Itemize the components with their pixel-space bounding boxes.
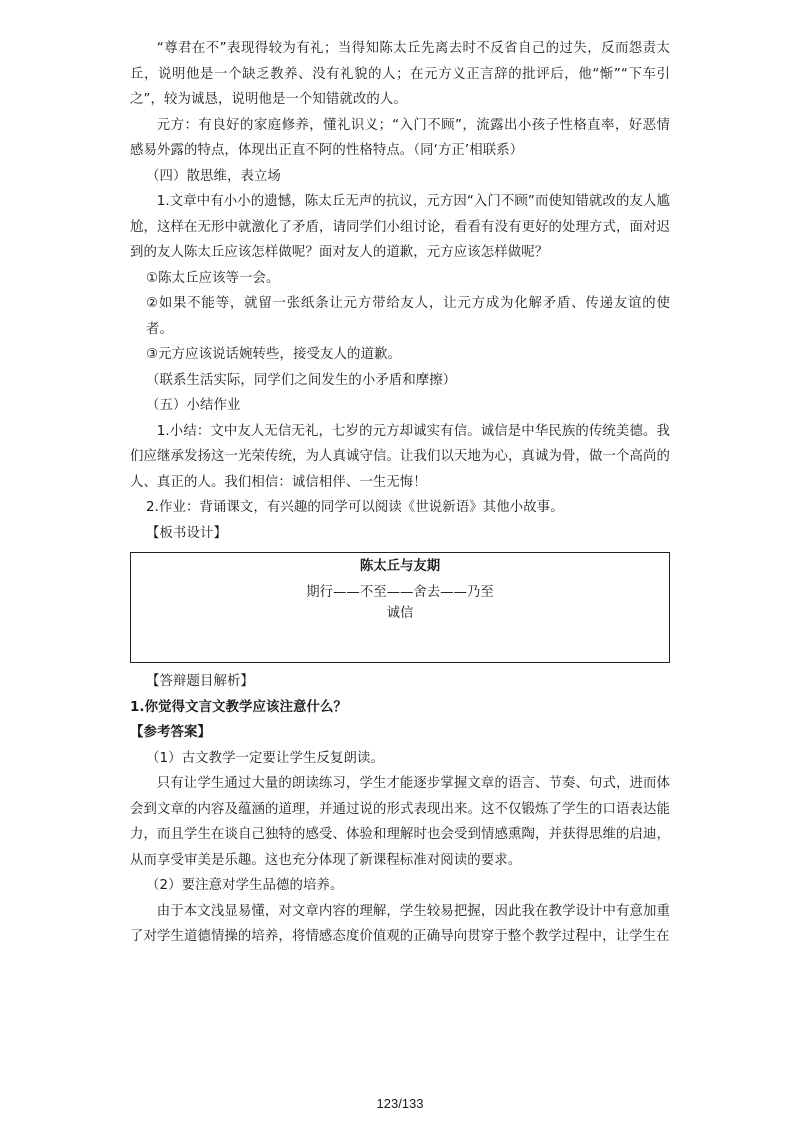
board-design-label: 【板书设计】 xyxy=(146,525,227,541)
answer-paragraph-1: 只有让学生通过大量的朗读练习，学生才能逐步掌握文章的语言、节奏、句式，进而体会到文章的内容及蕴涵的道理，并通过说的形式表现出来。这不仅锻炼了学生的口语表达能力，而且学生在谈自己独特的感受、体验和理解时也会受到情感熏陶，并获得思维的启迪，从而享受审美是乐趣。这也充分体现了新课程标准对阅读的要求。 xyxy=(130,776,670,868)
section-4-note: （联系生活实际，同学们之间发生的小矛盾和摩擦） xyxy=(146,372,457,388)
board-line-1: 期行——不至——舍去——乃至 xyxy=(306,585,494,600)
section-4-item-2: ②如果不能等，就留一张纸条让元方带给友人，让元方成为化解矛盾、传递友谊的使者。 xyxy=(146,296,670,337)
paragraph-yuanfang-analysis: 元方：有良好的家庭修养，懂礼识义；“入门不顾”，流露出小孩子性格直率，好恶情感易外露的特点，体现出正直不阿的性格特点。（同‘方正’相联系） xyxy=(130,117,670,158)
answer-paragraph-2: 由于本文浅显易懂，对文章内容的理解，学生较易把握，因此我在教学设计中有意加重了对学生道德情操的培养，将情感态度价值观的正确导向贯穿于整个教学过程中，让学生在 xyxy=(130,903,670,944)
answer-point-2: （2）要注意对学生品德的培养。 xyxy=(146,878,344,893)
board-title: 陈太丘与友期 xyxy=(359,559,441,574)
section-4-question: 1.文章中有小小的遗憾，陈太丘无声的抗议，元方因“入门不顾”而使知错就改的友人尴尬，这样在无形中就激化了矛盾，请同学们小组讨论，看看有没有更好的处理方式，面对迟到的友人陈太丘应该怎样做呢？面对友人的道歉，元方应该怎样做呢？ xyxy=(130,194,670,260)
section-5-homework: 2.作业：背诵课文，有兴趣的同学可以阅读《世说新语》其他小故事。 xyxy=(146,500,564,515)
board-line-2: 诚信 xyxy=(386,606,414,621)
section-4-item-3: ③元方应该说话婉转些，接受友人的道歉。 xyxy=(146,347,401,362)
section-4-heading: （四）散思维，表立场 xyxy=(146,168,281,184)
answer-point-1: （1）古文教学一定要让学生反复朗读。 xyxy=(146,750,384,766)
qa-label: 【答辩题目解析】 xyxy=(146,674,254,689)
section-5-summary: 1.小结：文中友人无信无礼，七岁的元方却诚实有信。诚信是中华民族的传统美德。我们应继承发扬这一光荣传统，为人真诚守信。让我们以天地为心，真诚为骨，做一个高尚的人、真正的人。我们相信：诚信相伴、一生无悔！ xyxy=(130,423,670,490)
board-design-box xyxy=(130,552,670,663)
answer-label: 【参考答案】 xyxy=(130,725,211,740)
section-5-heading: （五）小结作业 xyxy=(146,398,241,413)
page-number: 123/133 xyxy=(376,1096,424,1111)
paragraph-friend-analysis: “尊君在不”表现得较为有礼；当得知陈太丘先离去时不反省自己的过失，反而怨责太丘，说明他是一个缺乏教养、没有礼貌的人；在元方义正言辞的批评后，他“惭”“下车引之”，较为诚恳，说明他是一个知错就改的人。 xyxy=(130,41,670,107)
page-content xyxy=(130,36,670,950)
qa-question: 1.你觉得文言文教学应该注意什么？ xyxy=(130,699,347,715)
section-4-item-1: ①陈太丘应该等一会。 xyxy=(146,270,280,286)
